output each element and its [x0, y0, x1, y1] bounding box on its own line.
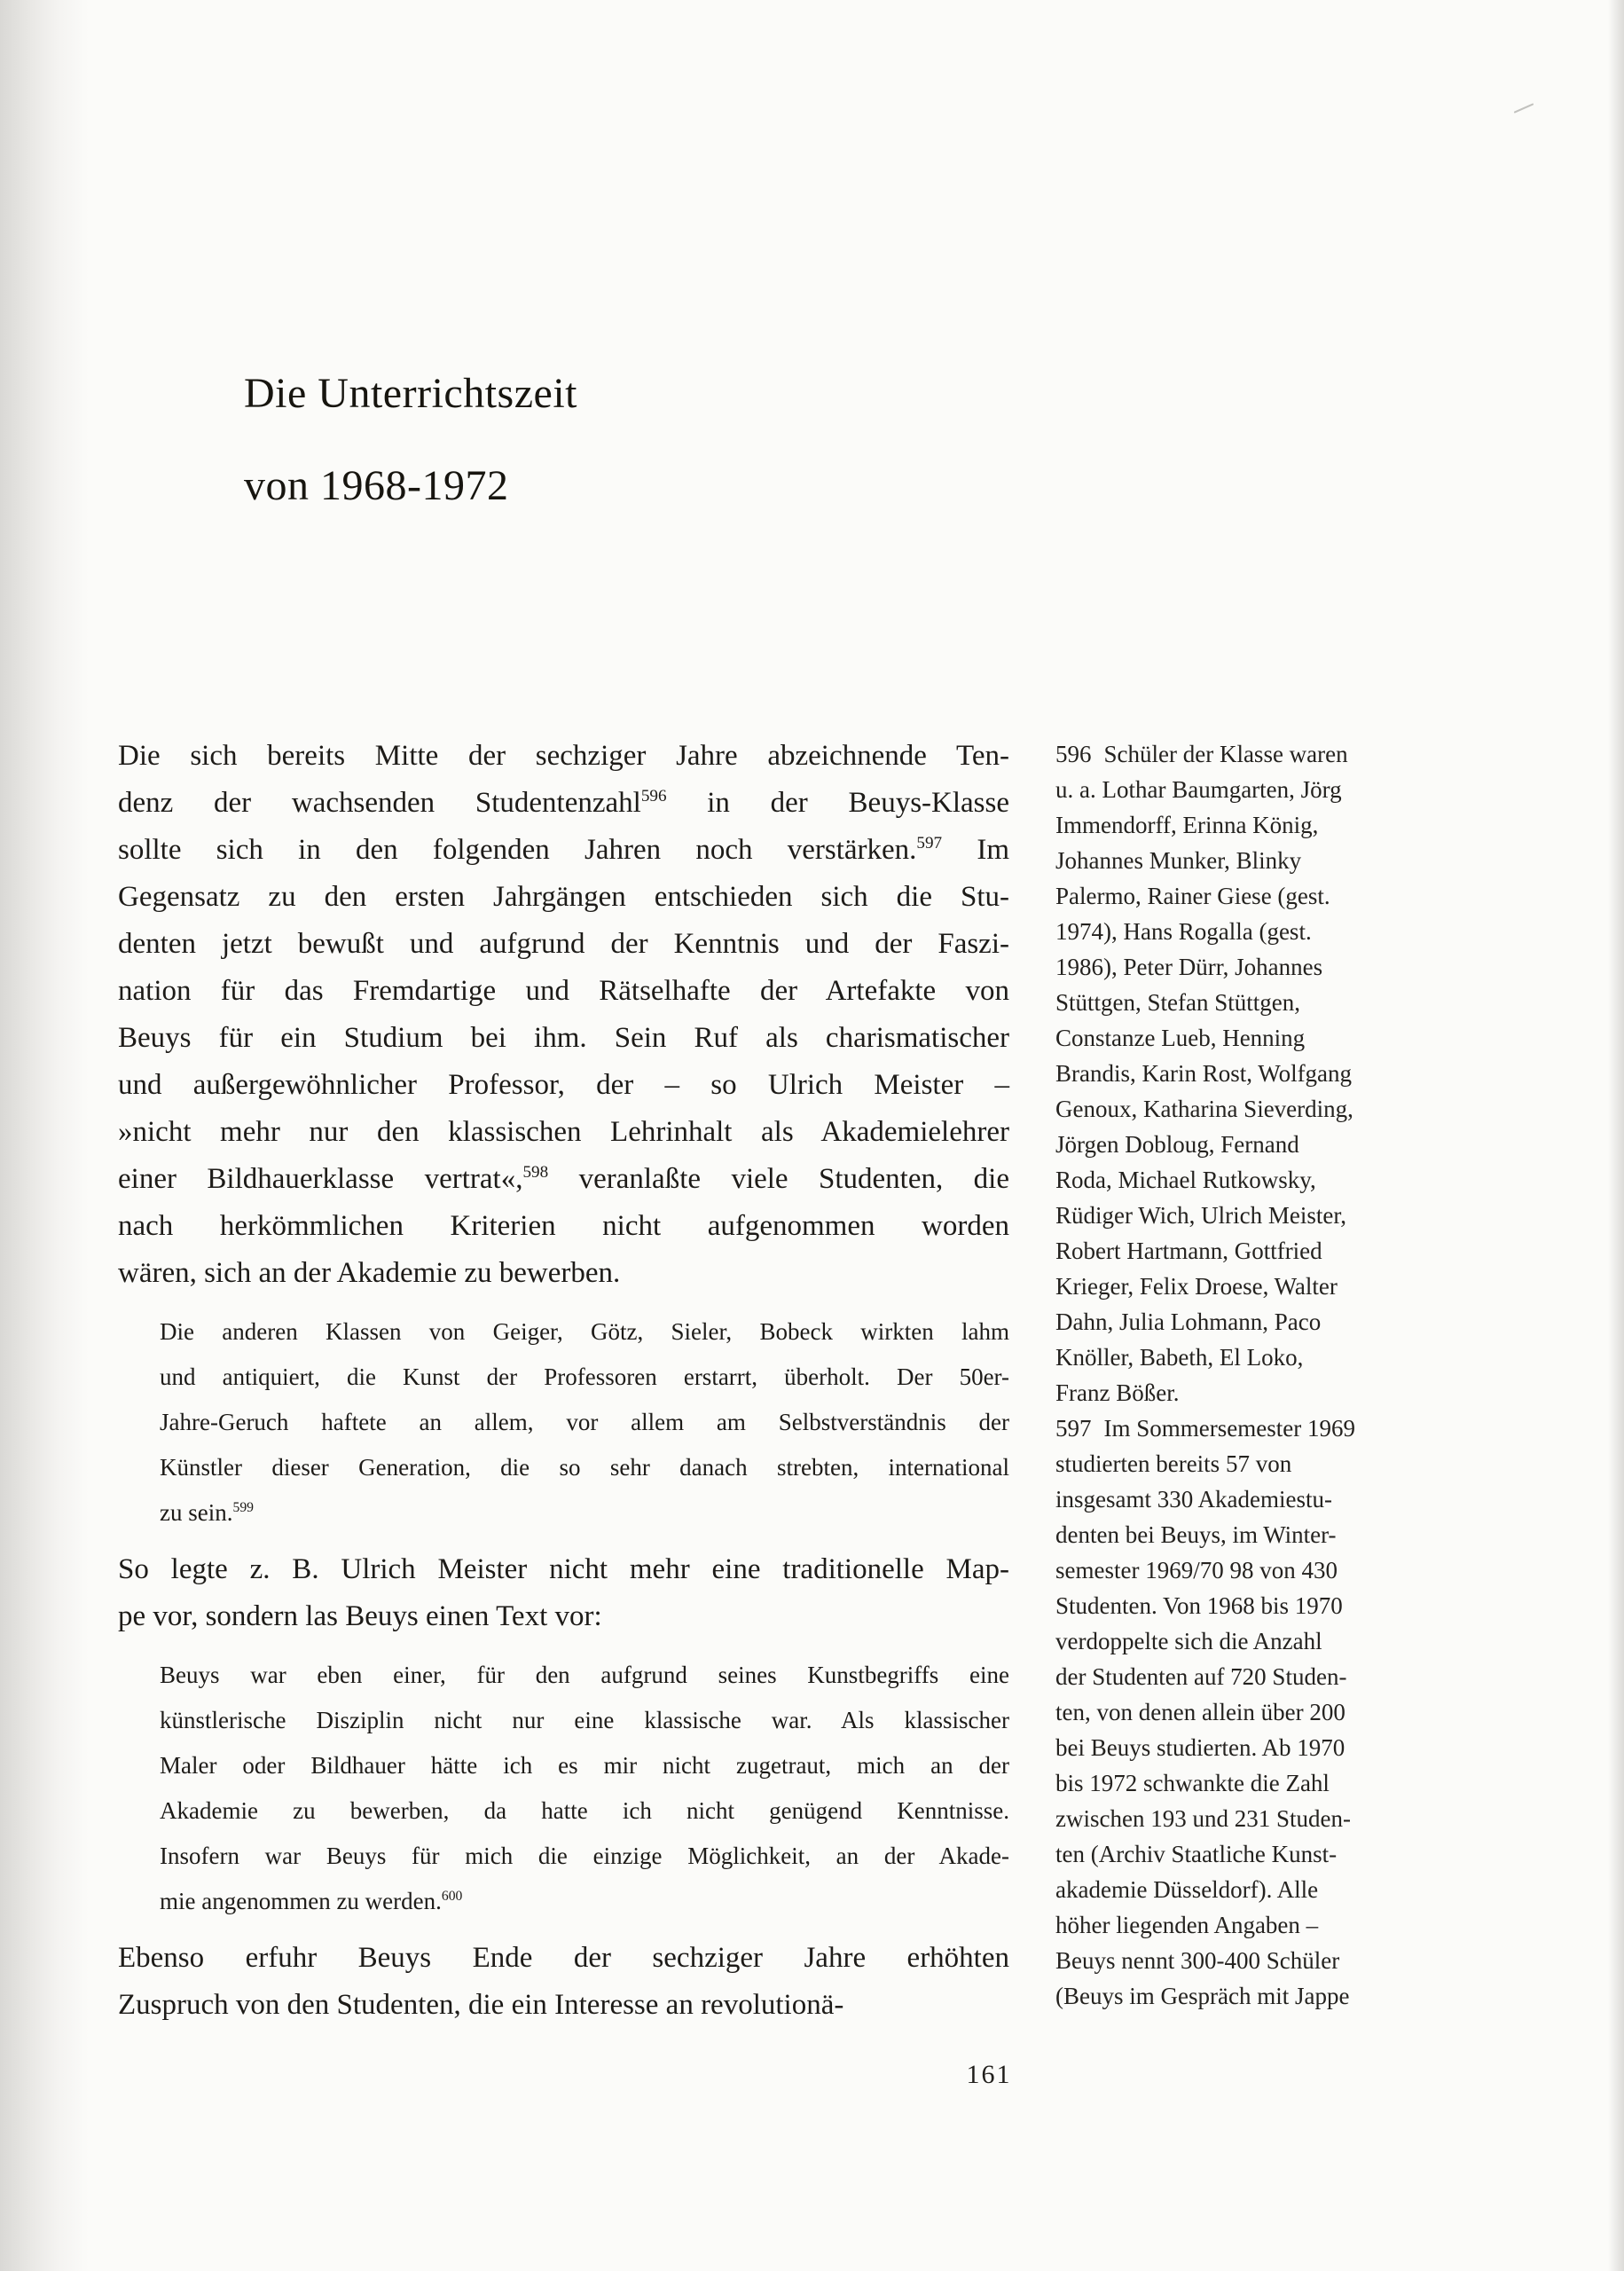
footnote-line: bei Beuys studierten. Ab 1970 — [1055, 1734, 1345, 1761]
text-line: Ebenso erfuhr Beuys Ende der sechziger Jahre erhöhten — [118, 1942, 1009, 1974]
footnote-line: Stüttgen, Stefan Stüttgen, — [1055, 989, 1300, 1016]
footnote-line: Knöller, Babeth, El Loko, — [1055, 1344, 1304, 1371]
footnote-line: Constanze Lueb, Henning — [1055, 1025, 1306, 1051]
footnote-reference: 598 — [522, 1163, 549, 1182]
footnote-line: Franz Bößer. — [1055, 1379, 1180, 1406]
footnote-line: 1974), Hans Rogalla (gest. — [1055, 918, 1312, 945]
footnote-line: der Studenten auf 720 Studen- — [1055, 1663, 1347, 1690]
footnote-line: insgesamt 330 Akademiestu- — [1055, 1486, 1332, 1513]
footnote-line: akademie Düsseldorf). Alle — [1055, 1876, 1319, 1903]
text-line: Künstler dieser Generation, die so sehr danach strebten, international — [160, 1454, 1009, 1481]
text-line: Insofern war Beuys für mich die einzige Möglichkeit, an der Akade- — [160, 1843, 1009, 1869]
text-line: denz der wachsenden Studentenzahl$^{596}$ in der Beuys-Klasse — [118, 787, 1009, 819]
text-line: Beuys war eben einer, für den aufgrund seines Kunstbegriffs eine — [160, 1662, 1009, 1688]
text-line: Die anderen Klassen von Geiger, Götz, Sieler, Bobeck wirkten lahm — [160, 1318, 1009, 1345]
footnote-number: 597 — [1055, 1415, 1092, 1442]
footnote-line: Rüdiger Wich, Ulrich Meister, — [1055, 1202, 1347, 1229]
text-line: Jahre-Geruch haftete an allem, vor allem am Selbstverständnis der — [160, 1409, 1009, 1435]
text-line: und außergewöhnlicher Professor, der – so Ulrich Meister – — [118, 1069, 1009, 1101]
footnote-item — [1055, 1411, 1437, 2014]
text-line: Akademie zu bewerben, da hatte ich nicht genügend Kenntnisse. — [160, 1797, 1009, 1824]
footnote-line: verdoppelte sich die Anzahl — [1055, 1628, 1322, 1654]
text-line: künstlerische Disziplin nicht nur eine klassische war. Als klassischer — [160, 1707, 1009, 1733]
block-quote — [160, 1309, 1009, 1536]
footnote-line: Immendorff, Erinna König, — [1055, 812, 1319, 838]
footnote-line: Palermo, Rainer Giese (gest. — [1055, 883, 1330, 909]
text-line: mie angenommen zu werden.$^{600}$ — [160, 1888, 463, 1914]
footnote-line: denten bei Beuys, im Winter- — [1055, 1521, 1337, 1548]
text-line: Die sich bereits Mitte der sechziger Jahre abzeichnende Ten- — [118, 740, 1009, 772]
footnote-reference: 600 — [441, 1889, 463, 1904]
footnote-line: Brandis, Karin Rost, Wolfgang — [1055, 1060, 1353, 1087]
footnote-line: Krieger, Felix Droese, Walter — [1055, 1273, 1338, 1300]
footnote-line: u. a. Lothar Baumgarten, Jörg — [1055, 776, 1342, 803]
text-line: »nicht mehr nur den klassischen Lehrinhalt als Akademielehrer — [118, 1116, 1009, 1148]
chapter-title-line1: Die Unterrichtszeit — [244, 370, 578, 417]
footnote-line: Jörgen Dobloug, Fernand — [1055, 1131, 1299, 1158]
text-line: sollte sich in den folgenden Jahren noch verstärken.$^{597}$ Im — [118, 834, 1009, 866]
text-line: zu sein.$^{599}$ — [160, 1499, 254, 1526]
footnote-line: semester 1969/70 98 von 430 — [1055, 1557, 1338, 1583]
text-line: So legte z. B. Ulrich Meister nicht mehr eine traditionelle Map- — [118, 1553, 1009, 1585]
footnote-line: 597 Im Sommersemester 1969 — [1055, 1415, 1355, 1442]
page-right-edge-shadow — [1608, 0, 1624, 2271]
footnote-line: zwischen 193 und 231 Studen- — [1055, 1805, 1351, 1832]
footnote-line: Beuys nennt 300-400 Schüler — [1055, 1947, 1340, 1974]
chapter-title — [244, 348, 577, 532]
footnote-line: höher liegenden Angaben – — [1055, 1912, 1319, 1938]
footnote-line: Dahn, Julia Lohmann, Paco — [1055, 1308, 1322, 1335]
block-quote — [160, 1653, 1009, 1924]
footnote-line: 596 Schüler der Klasse waren — [1055, 741, 1348, 767]
page-number: 161 — [966, 2060, 1012, 2089]
body-paragraph — [118, 1546, 1009, 1640]
footnote-line: Genoux, Katharina Sieverding, — [1055, 1096, 1353, 1122]
scan-artifact-mark — [1514, 103, 1534, 114]
footnote-column — [1055, 736, 1437, 2014]
footnote-line: studierten bereits 57 von — [1055, 1450, 1292, 1477]
footnote-number: 596 — [1055, 741, 1092, 767]
footnote-line: ten, von denen allein über 200 — [1055, 1699, 1345, 1725]
text-line: nach herkömmlichen Kriterien nicht aufgenommen worden — [118, 1210, 1009, 1242]
main-text-column — [118, 733, 1009, 2029]
text-line: denten jetzt bewußt und aufgrund der Kenntnis und der Faszi- — [118, 928, 1009, 960]
footnote-line: 1986), Peter Dürr, Johannes — [1055, 954, 1323, 980]
text-line: einer Bildhauerklasse vertrat«,$^{598}$ veranlaßte viele Studenten, die — [118, 1163, 1009, 1195]
footnote-line: (Beuys im Gespräch mit Jappe — [1055, 1983, 1350, 2009]
text-line: nation für das Fremdartige und Rätselhafte der Artefakte von — [118, 975, 1009, 1007]
body-paragraph — [118, 1935, 1009, 2029]
text-line: pe vor, sondern las Beuys einen Text vor: — [118, 1600, 602, 1632]
footnote-line: Johannes Munker, Blinky — [1055, 847, 1302, 874]
body-paragraph — [118, 733, 1009, 1297]
chapter-title-line2: von 1968-1972 — [244, 462, 509, 509]
page-gutter-shadow — [0, 0, 89, 2271]
footnote-line: Robert Hartmann, Gottfried — [1055, 1238, 1322, 1264]
footnote-item — [1055, 736, 1437, 1411]
footnote-line: ten (Archiv Staatliche Kunst- — [1055, 1841, 1338, 1867]
text-line: Maler oder Bildhauer hätte ich es mir nicht zugetraut, mich an der — [160, 1752, 1009, 1779]
text-line: Zuspruch von den Studenten, die ein Interesse an revolutionä- — [118, 1989, 844, 2021]
footnote-line: bis 1972 schwankte die Zahl — [1055, 1770, 1330, 1796]
footnote-line: Roda, Michael Rutkowsky, — [1055, 1167, 1316, 1193]
text-line: Gegensatz zu den ersten Jahrgängen entschieden sich die Stu- — [118, 881, 1009, 913]
footnote-reference: 596 — [640, 787, 667, 805]
footnote-reference: 597 — [916, 834, 943, 853]
footnote-reference: 599 — [232, 1500, 254, 1515]
text-line: und antiquiert, die Kunst der Professoren erstarrt, überholt. Der 50er- — [160, 1363, 1009, 1390]
footnote-line: Studenten. Von 1968 bis 1970 — [1055, 1592, 1343, 1619]
text-line: wären, sich an der Akademie zu bewerben. — [118, 1257, 621, 1289]
text-line: Beuys für ein Studium bei ihm. Sein Ruf als charismatischer — [118, 1022, 1009, 1054]
